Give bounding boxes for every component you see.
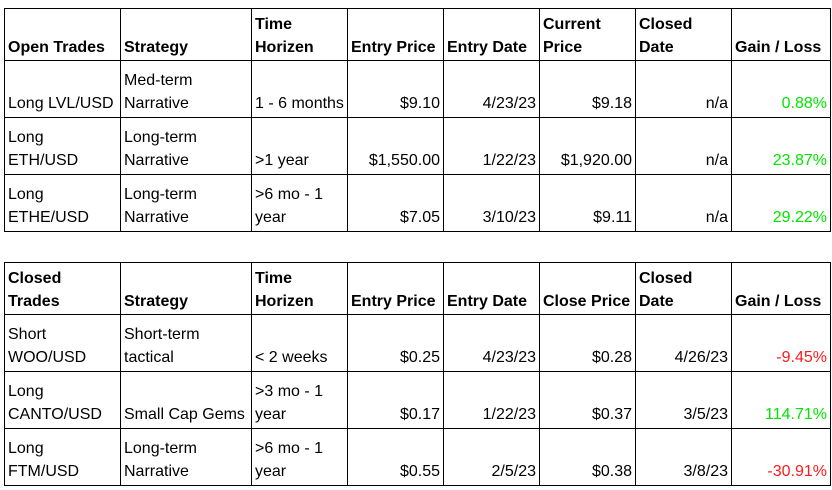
table-row <box>5 315 831 372</box>
horizon-cell: >1 year <box>252 118 348 175</box>
strategy-cell: Long-term Narrative <box>121 118 252 175</box>
gain-loss-cell: 29.22% <box>732 175 831 232</box>
entry-price-cell: $9.10 <box>348 61 444 118</box>
entry-price-cell: $0.17 <box>348 372 444 429</box>
header-closed-date: Closed Date <box>636 9 732 61</box>
strategy-cell: Short-term tactical <box>121 315 252 372</box>
trade-cell: Long FTM/USD <box>5 429 121 486</box>
entry-date-cell: 4/23/23 <box>444 315 540 372</box>
open-trades-table <box>4 8 831 232</box>
entry-price-cell: $7.05 <box>348 175 444 232</box>
header-gain-loss: Gain / Loss <box>732 263 831 315</box>
horizon-cell: >6 mo - 1 year <box>252 175 348 232</box>
trade-cell: Long ETHE/USD <box>5 175 121 232</box>
table-row <box>5 118 831 175</box>
close-price-cell: $0.37 <box>540 372 636 429</box>
trade-cell: Long ETH/USD <box>5 118 121 175</box>
gain-loss-cell: 23.87% <box>732 118 831 175</box>
header-entry-price: Entry Price <box>348 9 444 61</box>
gain-loss-cell: -30.91% <box>732 429 831 486</box>
entry-price-cell: $0.25 <box>348 315 444 372</box>
gain-loss-cell: 114.71% <box>732 372 831 429</box>
closed-date-cell: 3/5/23 <box>636 372 732 429</box>
strategy-cell: Long-term Narrative <box>121 429 252 486</box>
trade-cell: Short WOO/USD <box>5 315 121 372</box>
strategy-cell: Long-term Narrative <box>121 175 252 232</box>
current-price-cell: $1,920.00 <box>540 118 636 175</box>
entry-price-cell: $0.55 <box>348 429 444 486</box>
header-closed-trades: Closed Trades <box>5 263 121 315</box>
entry-price-cell: $1,550.00 <box>348 118 444 175</box>
strategy-cell: Small Cap Gems <box>121 372 252 429</box>
entry-date-cell: 1/22/23 <box>444 118 540 175</box>
close-price-cell: $0.28 <box>540 315 636 372</box>
horizon-cell: >6 mo - 1 year <box>252 429 348 486</box>
closed-trades-table <box>4 262 831 486</box>
header-row <box>5 9 831 61</box>
strategy-cell: Med-term Narrative <box>121 61 252 118</box>
gain-loss-cell: 0.88% <box>732 61 831 118</box>
header-entry-date: Entry Date <box>444 263 540 315</box>
table-row <box>5 429 831 486</box>
header-row <box>5 263 831 315</box>
header-closed-date: Closed Date <box>636 263 732 315</box>
horizon-cell: < 2 weeks <box>252 315 348 372</box>
entry-date-cell: 3/10/23 <box>444 175 540 232</box>
header-entry-date: Entry Date <box>444 9 540 61</box>
closed-date-cell: n/a <box>636 118 732 175</box>
closed-date-cell: n/a <box>636 61 732 118</box>
closed-date-cell: 3/8/23 <box>636 429 732 486</box>
entry-date-cell: 4/23/23 <box>444 61 540 118</box>
header-current-price: Current Price <box>540 9 636 61</box>
closed-date-cell: 4/26/23 <box>636 315 732 372</box>
header-close-price: Close Price <box>540 263 636 315</box>
closed-date-cell: n/a <box>636 175 732 232</box>
current-price-cell: $9.11 <box>540 175 636 232</box>
table-row <box>5 61 831 118</box>
header-time-horizen: Time Horizen <box>252 263 348 315</box>
gain-loss-cell: -9.45% <box>732 315 831 372</box>
entry-date-cell: 2/5/23 <box>444 429 540 486</box>
entry-date-cell: 1/22/23 <box>444 372 540 429</box>
trade-cell: Long CANTO/USD <box>5 372 121 429</box>
header-strategy: Strategy <box>121 263 252 315</box>
header-gain-loss: Gain / Loss <box>732 9 831 61</box>
close-price-cell: $0.38 <box>540 429 636 486</box>
header-open-trades: Open Trades <box>5 9 121 61</box>
trade-cell: Long LVL/USD <box>5 61 121 118</box>
header-entry-price: Entry Price <box>348 263 444 315</box>
current-price-cell: $9.18 <box>540 61 636 118</box>
header-time-horizen: Time Horizen <box>252 9 348 61</box>
horizon-cell: >3 mo - 1 year <box>252 372 348 429</box>
table-row <box>5 175 831 232</box>
horizon-cell: 1 - 6 months <box>252 61 348 118</box>
table-row <box>5 372 831 429</box>
header-strategy: Strategy <box>121 9 252 61</box>
